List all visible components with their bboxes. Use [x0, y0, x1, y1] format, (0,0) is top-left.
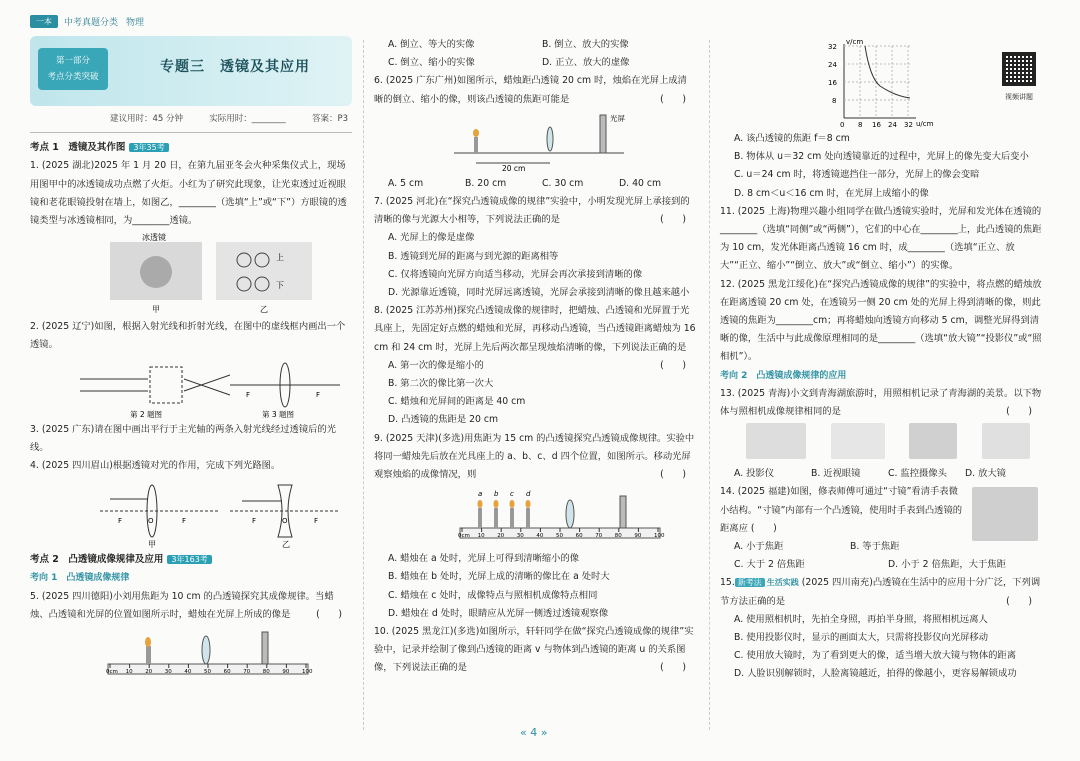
q14-option-d[interactable]: D. 小于 2 倍焦距，大于焦距 — [888, 559, 1006, 571]
bench-tick-label: 70 — [595, 533, 603, 540]
bench-tick-label: 30 — [164, 669, 172, 676]
xtick-32: 32 — [904, 121, 913, 128]
bench-tick-label: 40 — [536, 533, 544, 540]
page-number: « 4 » — [520, 726, 548, 739]
q9-option-b[interactable]: B. 蜡烛在 b 处时，光屏上成的清晰的像比在 a 处时大 — [388, 571, 610, 583]
q9-bench — [374, 486, 696, 548]
cap-q4-jia: 甲 — [148, 540, 156, 550]
cap-q4-yi: 乙 — [282, 540, 290, 550]
graph-y-label: v/cm — [846, 38, 864, 46]
q14-block — [720, 483, 1042, 574]
q6-option-a[interactable]: A. 5 cm — [388, 177, 424, 189]
f-jia: F — [118, 517, 123, 526]
q13-options — [720, 465, 1042, 483]
bench-tick-label: 90 — [282, 669, 290, 676]
kp1-tag: 3年35考 — [129, 143, 168, 152]
q2-q3-figure — [30, 357, 352, 419]
bench-tick-label: 100 — [302, 669, 313, 676]
xtick-8: 8 — [858, 121, 863, 128]
header-category: 中考真题分类 — [64, 17, 119, 28]
question-5: 5. (2025 四川德阳)小刘用焦距为 10 cm 的凸透镜探究其成像规律。当蜡烛、凸透镜和光屏的位置如图所示时，蜡烛在光屏上所成的像是 ( ) — [30, 588, 352, 624]
bench-tick-label: 50 — [556, 533, 563, 540]
new-method-tag: 新考法 — [735, 578, 765, 587]
suggested-time: 建议用时：45 分钟 — [110, 114, 184, 124]
question-7: 7. (2025 河北)在“探究凸透镜成像的规律”实验中，小明发现光屏上承接到的清晰的像与光源大小相等，下列说法正确的是 ( ) — [374, 196, 690, 226]
question-9: 9. (2025 天津)(多选)用焦距为 15 cm 的凸透镜探究凸透镜成像规律。实验中将同一蜡烛先后放在光具座上的 a、b、c、d 四个位置，如图所示。移动光屏观察烛焰的成像情况，则 ( ) — [374, 432, 695, 481]
column-middle — [374, 36, 696, 678]
q15-option-d[interactable]: D. 人脸识别解锁时，人脸离镜越近，拍得的像越小，更容易解锁成功 — [734, 668, 1017, 680]
direction-1: 考向 1 凸透镜成像规律 — [30, 573, 130, 584]
q10-option-d[interactable]: D. 8 cm＜u＜16 cm 时，在光屏上成缩小的像 — [734, 187, 929, 199]
f-left: F — [246, 390, 251, 399]
q5-option-c[interactable]: C. 倒立、缩小的实像 — [388, 57, 475, 69]
q6-figure — [374, 111, 696, 173]
question-14: 14. (2025 福建)如图，修表师傅可通过“寸镜”看清手表微小结构。“寸镜”内部有一个凸透镜，使用时手表到凸透镜的距离应 ( ) — [720, 486, 963, 534]
bench-tick-label: 70 — [243, 669, 251, 676]
ytick-16: 16 — [828, 79, 837, 87]
q9-screen — [620, 496, 626, 528]
q6-option-d[interactable]: D. 40 cm — [619, 177, 662, 189]
q4-svg — [30, 477, 352, 549]
q9-bench-svg — [374, 486, 696, 548]
q10-graph-svg — [720, 38, 960, 128]
q5-option-b[interactable]: B. 倒立、放大的实像 — [542, 39, 629, 50]
bench-tick-label: 100 — [654, 533, 665, 540]
bench-tick-label: 10 — [477, 533, 485, 540]
q2-q3-svg — [30, 357, 352, 419]
bench-tick-label: 10 — [125, 669, 133, 676]
xtick-24: 24 — [888, 121, 897, 128]
q14-option-c[interactable]: C. 大于 2 倍焦距 — [734, 559, 805, 571]
q13-option-a[interactable]: A. 投影仪 — [734, 468, 774, 480]
cap-jia: 甲 — [152, 305, 160, 315]
q9-position-label: b — [494, 490, 499, 499]
question-10: 10. (2025 黑龙江)(多选)如图所示，轩轩同学在做“探究凸透镜成像的规律”实验中，记录并绘制了像到凸透镜的距离 v 与物体到凸透镜的距离 u 的关系图像，下列说法正确的是 ( ) — [374, 626, 694, 674]
graph-x-label: u/cm — [916, 120, 934, 128]
candle — [146, 646, 151, 664]
direction-2: 考向 2 凸透镜成像规律的应用 — [720, 370, 847, 381]
dashed-box — [150, 367, 182, 403]
column-right — [720, 36, 1042, 684]
q6-lens — [547, 127, 553, 151]
section-banner — [30, 36, 352, 106]
q5-bench — [30, 626, 352, 684]
q13-option-c[interactable]: C. 监控摄像头 — [888, 468, 947, 480]
q10-option-b[interactable]: B. 物体从 u＝32 cm 处向透镜靠近的过程中，光屏上的像先变大后变小 — [734, 151, 1029, 163]
bench-tick-label: 60 — [223, 669, 231, 676]
o-yi: O — [282, 517, 288, 526]
kp2-heading: 考点 2 凸透镜成像规律及应用 3年163考 — [30, 551, 352, 569]
q9-candle — [510, 508, 514, 528]
camera-photo — [909, 423, 957, 459]
topic-title: 专题三 透镜及其应用 — [160, 59, 310, 75]
graph-grid — [844, 46, 910, 118]
q5-option-d[interactable]: D. 正立、放大的虚像 — [542, 57, 630, 69]
q6-flame — [473, 129, 479, 137]
q5-bench-svg — [30, 626, 352, 684]
q6-screen — [600, 115, 606, 153]
column-divider — [709, 40, 710, 730]
q6-candle — [474, 137, 478, 153]
q9-candles — [478, 490, 532, 528]
question-2: 2. (2025 辽宁)如图，根据入射光线和折射光线，在图中的虚线框内画出一个透镜。 — [30, 321, 346, 351]
q10-option-a[interactable]: A. 该凸透镜的焦距 f＝8 cm — [734, 133, 850, 144]
ytick-24: 24 — [828, 61, 837, 69]
bench-tick-label: 60 — [575, 533, 583, 540]
q9-lens — [566, 500, 574, 528]
q8-option-b[interactable]: B. 第二次的像比第一次大 — [388, 378, 494, 390]
lens — [202, 636, 210, 664]
q9-option-a[interactable]: A. 蜡烛在 a 处时，光屏上可得到清晰缩小的像 — [388, 553, 580, 565]
q7-option-a[interactable]: A. 光屏上的像是虚像 — [388, 232, 475, 244]
question-12: 12. (2025 黑龙江绥化)在“探究凸透镜成像的规律”的实验中，将点燃的蜡烛放在距离透镜 20 cm 处，在透镜另一侧 20 cm 处的光屏上得到清晰的像，则此透镜的焦距为________cm；再将蜡烛向透镜方向移动 5 cm，调整光屏得到清晰的像，生活中与此成像原理相同的是________（选填“放大镜”“投影仪”或“照相机”）。 — [720, 278, 1042, 363]
q9-flame — [526, 500, 531, 508]
f-jia-2: F — [182, 517, 187, 526]
q5-option-a[interactable]: A. 倒立、等大的实像 — [388, 39, 475, 50]
question-15: 15. 新考法 生活实践 (2025 四川南充)凸透镜在生活中的应用十分广泛，下列调节方法正确的是 ( ) — [720, 577, 1041, 607]
ytick-32: 32 — [828, 43, 837, 51]
q15-option-b[interactable]: B. 使用投影仪时，显示的画面太大，只需将投影仪向光屏移动 — [734, 632, 989, 644]
q8-option-d[interactable]: D. 凸透镜的焦距是 20 cm — [388, 414, 499, 426]
q5-paren: ( ) — [316, 608, 342, 620]
q14-options-row2 — [720, 556, 1042, 574]
f-yi-2: F — [314, 517, 319, 526]
cap-q3: 第 3 题图 — [262, 409, 295, 419]
bench-tick-label: 30 — [516, 533, 524, 540]
part-label: 第一部分 — [55, 56, 90, 66]
q9-option-c[interactable]: C. 蜡烛在 c 处时，成像特点与照相机成像特点相同 — [388, 589, 598, 601]
q7-option-b[interactable]: B. 透镜到光屏的距离与到光源的距离相等 — [388, 250, 559, 262]
q1-figure — [30, 232, 352, 316]
qr-caption: 视频讲题 — [1005, 93, 1033, 101]
question-13: 13. (2025 青海)小文到青海湖旅游时，用照相机记录了青海湖的美景。以下物体与照相机成像规律相同的是 ( ) — [720, 387, 1042, 418]
cap-yi: 乙 — [260, 305, 268, 315]
actual-time: 实际用时：________ — [209, 114, 286, 124]
glasses-photo — [216, 242, 312, 300]
q13-option-b[interactable]: B. 近视眼镜 — [811, 468, 861, 480]
q7-option-c[interactable]: C. 仅将透镜向光屏方向适当移动，光屏会再次承接到清晰的像 — [388, 268, 643, 280]
q6-dist-label: 20 cm — [502, 163, 526, 173]
ytick-8: 8 — [832, 97, 837, 105]
q4-figure — [30, 477, 352, 549]
q14-option-a[interactable]: A. 小于焦距 — [734, 541, 784, 553]
brand-logo: 一本 — [30, 15, 58, 28]
column-divider — [363, 40, 364, 730]
question-4: 4. (2025 四川眉山)根据透镜对光的作用，完成下列光路图。 — [30, 460, 281, 472]
magnifier-photo — [982, 423, 1030, 459]
q9-flame — [478, 500, 483, 508]
column-left — [30, 36, 352, 686]
q10-option-c[interactable]: C. u＝24 cm 时，将透镜遮挡住一部分，光屏上的像会变暗 — [734, 169, 980, 181]
question-3: 3. (2025 广东)请在图中画出平行于主光轴的两条入射光线经过透镜后的光线。 — [30, 423, 337, 453]
bench-tick-label: 50 — [204, 669, 211, 676]
ice-lens-shape — [140, 256, 172, 288]
q5-options-row1 — [374, 36, 696, 54]
bench-tick-label: 20 — [497, 533, 505, 540]
q9-candle — [478, 508, 482, 528]
bench-tick-label: 80 — [614, 533, 622, 540]
f-yi: F — [252, 517, 257, 526]
bench-tick-label: 20 — [145, 669, 153, 676]
bench-tick-label: 90 — [634, 533, 642, 540]
q9-candle — [494, 508, 498, 528]
xtick-0: 0 — [840, 121, 845, 128]
meta-row — [30, 110, 352, 133]
q13-option-d[interactable]: D. 放大镜 — [965, 468, 1006, 480]
q9-position-label: c — [510, 490, 514, 499]
q15-option-c[interactable]: C. 使用放大镜时，为了看到更大的像，适当增大放大镜与物体的距离 — [734, 650, 1017, 662]
qr-code-image[interactable] — [1002, 52, 1036, 86]
label-ice-lens: 冰透镜 — [142, 233, 166, 243]
f-right: F — [316, 390, 321, 399]
q13-photos — [720, 423, 1042, 463]
question-6: 6. (2025 广东广州)如图所示，蜡烛距凸透镜 20 cm 时，烛焰在光屏上成清晰的倒立、缩小的像，则该凸透镜的焦距可能是 ( ) — [374, 75, 687, 105]
q9-option-d[interactable]: D. 蜡烛在 d 处时，眼睛应从光屏一侧透过透镜观察像 — [388, 607, 609, 619]
flame — [145, 637, 151, 647]
life-practice-tag: 生活实践 — [766, 578, 799, 588]
q6-option-c[interactable]: C. 30 cm — [542, 177, 584, 189]
header-subject: 物理 — [126, 17, 145, 28]
watch-repair-photo — [972, 487, 1038, 541]
bench-tick-label: 0cm — [458, 533, 470, 540]
qr-code[interactable] — [996, 52, 1042, 106]
q7-option-d[interactable]: D. 光源靠近透镜，同时光屏远离透镜，光屏会承接到清晰的像且越来越小 — [388, 287, 690, 299]
projector-photo — [746, 423, 806, 459]
q9-candle — [526, 508, 530, 528]
q9-position-label: d — [526, 490, 531, 499]
q6-svg — [374, 111, 696, 173]
q8-option-c[interactable]: C. 蜡烛和光屏间的距离是 40 cm — [388, 396, 526, 408]
q6-screen-label: 光屏 — [610, 113, 625, 123]
graph-curve — [865, 46, 910, 98]
ray-out-2 — [184, 375, 230, 391]
q1-figure-svg — [30, 232, 352, 316]
cap-q2: 第 2 题图 — [130, 409, 163, 419]
q9-position-label: a — [478, 490, 483, 499]
answer-ref: 答案：P3 — [311, 114, 348, 124]
kp2-tag: 3年163考 — [167, 555, 211, 564]
screen — [262, 632, 268, 664]
o-jia: O — [148, 517, 154, 526]
q9-flame — [494, 500, 499, 508]
q15-option-a[interactable]: A. 使用照相机时，先拍全身照，再拍半身照，将照相机远离人 — [734, 613, 988, 625]
part-badge — [38, 48, 108, 90]
q14-option-b[interactable]: B. 等于焦距 — [850, 541, 900, 553]
bench-tick-label: 40 — [184, 669, 192, 676]
q6-option-b[interactable]: B. 20 cm — [465, 177, 507, 189]
bench-tick-label: 0cm — [106, 669, 118, 676]
q5-options-row2 — [374, 54, 696, 72]
part-sub-label: 考点分类突破 — [47, 72, 99, 82]
page-header — [30, 12, 144, 30]
q6-options — [374, 175, 696, 193]
kp1-heading: 考点 1 透镜及其作图 3年35考 — [30, 139, 352, 157]
bench-tick-label: 80 — [262, 669, 270, 676]
q8-option-a[interactable]: A. 第一次的像是缩小的 — [388, 359, 484, 371]
label-shang: 上 — [276, 253, 284, 263]
label-xia: 下 — [276, 281, 284, 291]
xtick-16: 16 — [872, 121, 881, 128]
question-11: 11. (2025 上海)物理兴趣小组同学在做凸透镜实验时，光屏和发光体在透镜的________（选填“同侧”或“两侧”），它们的中心在________上，此凸透镜的焦距为 10 cm，发光体距离凸透镜 16 cm 时，成________（选填“正立、放大”“正立、缩小”“倒立、放大”或“倒立、缩小”）的实像。 — [720, 205, 1042, 272]
glasses-photo-q13 — [831, 423, 885, 459]
ray-out — [184, 379, 230, 395]
q10-graph — [720, 38, 1042, 128]
question-1: 1. (2025 湖北)2025 年 1 月 20 日，在第九届亚冬会火种采集仪式上，现场用图甲中的冰透镜成功点燃了火炬。小红为了研究此现象，让光束透过近视眼镜和老花眼镜投射在墙上，如图乙，________（选填“上”或“下”）方眼镜的透镜类型与冰透镜相同，为________透镜。 — [30, 160, 347, 227]
q9-flame — [510, 500, 515, 508]
question-8: 8. (2025 江苏苏州)探究凸透镜成像的规律时，把蜡烛、凸透镜和光屏置于光具座上，先固定好点燃的蜡烛和光屏，再移动凸透镜，当凸透镜距离蜡烛为 16 cm 和 24 cm 时，光屏上先后两次都呈现烛焰清晰的像，下列说法正确的是 ( ) — [374, 305, 696, 371]
